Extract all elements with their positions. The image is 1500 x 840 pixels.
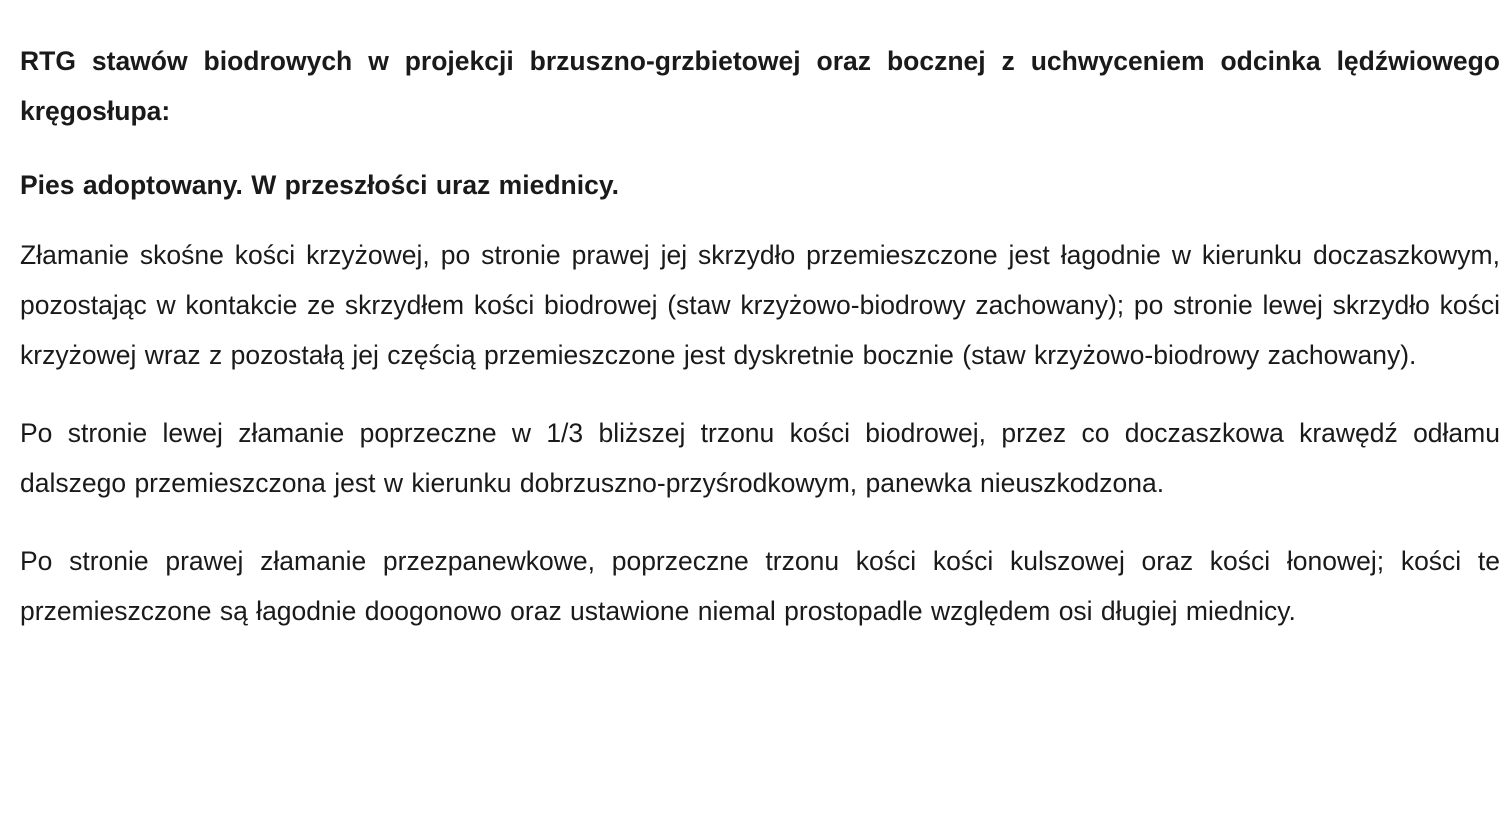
report-heading: RTG stawów biodrowych w projekcji brzuszno-grzbietowej oraz bocznej z uchwyceniem odcinka lędźwiowego kręgosłupa: — [20, 46, 1500, 126]
patient-history: Pies adoptowany. W przeszłości uraz miednicy. — [20, 170, 619, 200]
finding-paragraph-sacrum: Złamanie skośne kości krzyżowej, po stronie prawej jej skrzydło przemieszczone jest łagodnie w kierunku doczaszkowym, pozostając w kontakcie ze skrzydłem kości biodrowej (staw krzyżowo-biodrowy zachowany); po stronie lewej skrzydło kości krzyżowej wraz z pozostałą jej częścią przemieszczone jest dyskretnie bocznie (staw krzyżowo-biodrowy zachowany). — [20, 240, 1500, 370]
finding-paragraph-left-ilium: Po stronie lewej złamanie poprzeczne w 1/3 bliższej trzonu kości biodrowej, przez co doczaszkowa krawędź odłamu dalszego przemieszczona jest w kierunku dobrzuszno-przyśrodkowym, panewka nieuszkodzona. — [20, 418, 1500, 498]
radiology-report — [20, 36, 1500, 636]
finding-paragraph-right-acetabulum: Po stronie prawej złamanie przezpanewkowe, poprzeczne trzonu kości kości kulszowej oraz kości łonowej; kości te przemieszczone są łagodnie doogonowo oraz ustawione niemal prostopadle względem osi długiej miednicy. — [20, 546, 1500, 626]
